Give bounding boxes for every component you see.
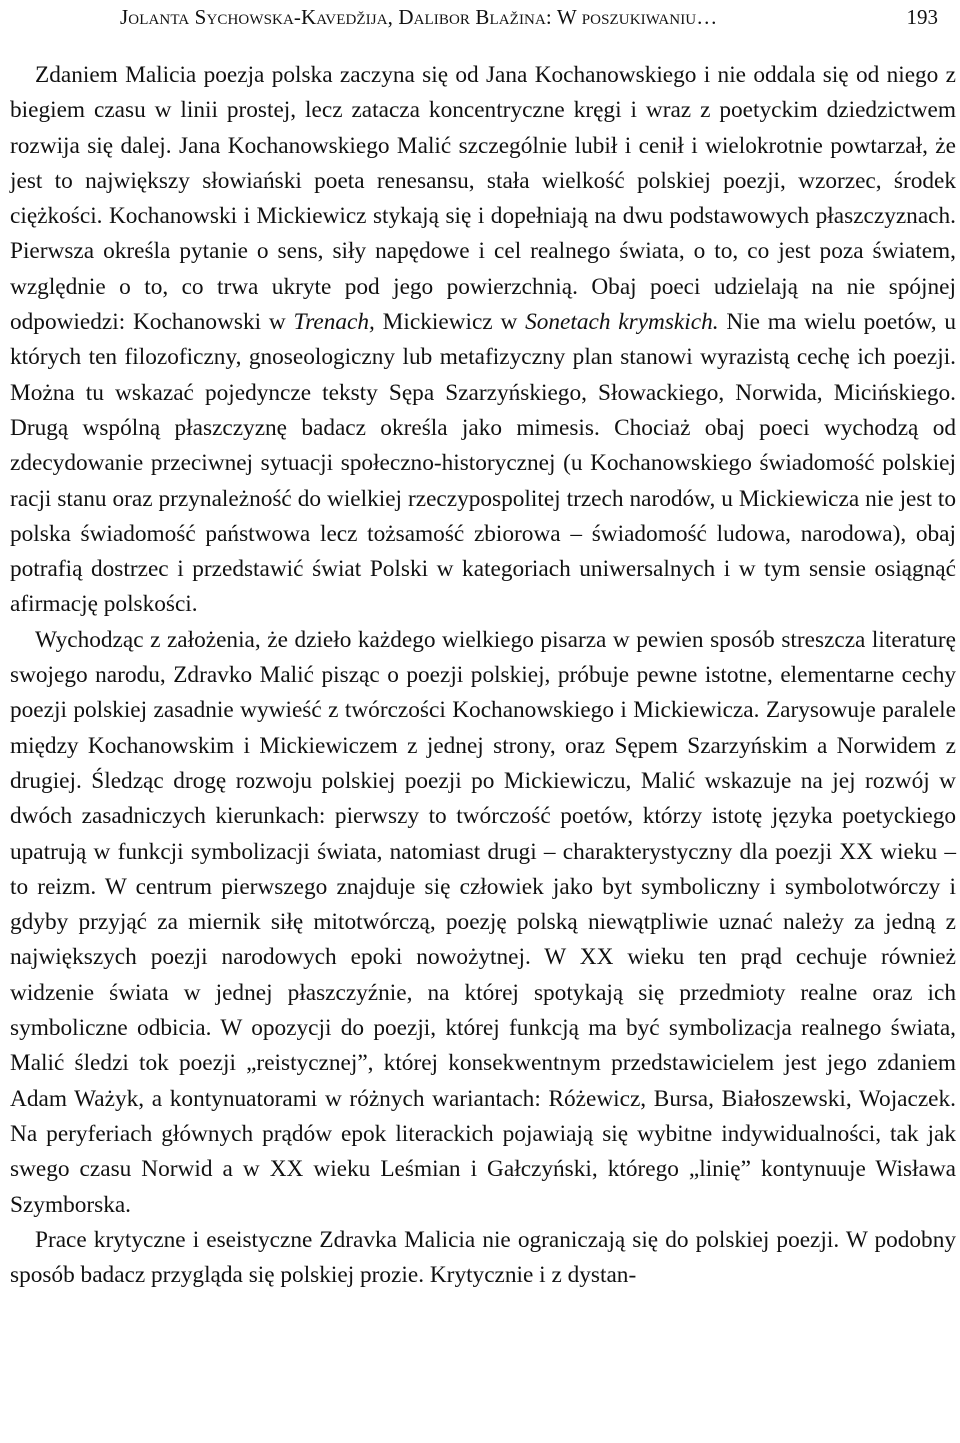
body-text xyxy=(10,58,956,1293)
running-header xyxy=(120,4,938,30)
page-number: 193 xyxy=(906,5,938,29)
paragraph-1-text-a: Zdaniem Malicia poezja polska zaczyna się od Jana Kochanowskiego i nie oddala się od niego z biegiem czasu w linii prostej, lecz zatacza koncentryczne kręgi i wraz z poetyckim dziedzictwem rozwija się dalej. Jana Kochanowskiego Malić szczególnie lubił i cenił i wielokrotnie powtarzał, że jest to największy słowiański poeta renesansu, stała wielkość polskiej poezji, wzorzec, środek ciężkości. Kochanowski i Mickiewicz stykają się i dopełniają na dwu podstawowych płaszczyznach. Pierwsza określa pytanie o sens, siły napędowe i cel realnego świata, o to, co jest poza światem, względnie o to, co trwa ukryte pod jego powierzchnią. Obaj poeci udzielają na nie spójnej odpowiedzi: Kochanowski w xyxy=(10,62,956,336)
paragraph-3: Prace krytyczne i eseistyczne Zdravka Malicia nie ograniczają się do polskiej poezji. W podobny sposób badacz przygląda się polskiej prozie. Krytycznie i z dystan- xyxy=(10,1226,956,1289)
paragraph-1-text-c: Nie ma wielu poetów, u których ten filozoficzny, gnoseologiczny lub metafizyczny plan stanowi wyrazistą cechę ich poezji. Można tu wskazać pojedyncze teksty Sępa Szarzyńskiego, Słowackiego, Norwida, Micińskiego. Drugą wspólną płaszczyznę badacz określa jako mimesis. Chociaż obaj poeci wychodzą od zdecydowanie przeciwnej sytuacji społeczno-historycznej (u Kochanowskiego świadomość polskiej racji stanu oraz przynależność do wielkiej rzeczypospolitej trzech narodów, u Mickiewicza nie jest to polska świadomość państwowa lecz tożsamość zbiorowa – świadomość ludowa, narodowa), obaj potrafią dostrzec i przedstawić świat Polski w kategoriach uniwersalnych i w tym sensie osiągnąć afirmację polskości. xyxy=(10,309,956,618)
paragraph-1-text-b: Mickiewicz w xyxy=(374,309,526,336)
title-sonety-krymskie: Sonetach krymskich. xyxy=(525,309,719,336)
paragraph-2: Wychodząc z założenia, że dzieło każdego wielkiego pisarza w pewien sposób streszcza literaturę swojego narodu, Zdravko Malić pisząc o poezji polskiej, próbuje pewne istotne, elementarne cechy poezji polskiej zasadnie wywieść z twórczości Kochanowskiego i Mickiewicza. Zarysowuje paralele między Kochanowskim i Mickiewiczem z jednej strony, oraz Sępem Szarzyńskim a Norwidem z drugiej. Śledząc drogę rozwoju polskiej poezji po Mickiewiczu, Malić wskazuje na jej rozwój w dwóch zasadniczych kierunkach: pierwszy to twórczość poetów, którzy istotę języka poetyckiego upatrują w funkcji symbolizacji świata, natomiast drugi – charakterystyczny dla poezji XX wieku – to reizm. W centrum pierwszego znajduje się człowiek jako byt symboliczny i symbolotwórczy i gdyby przyjąć za miernik siłę mitotwórczą, poezję polską niewątpliwie uznać należy za jedną z największych poezji narodowych epoki nowożytnej. W XX wieku ten prąd cechuje również widzenie świata w jednej płaszczyźnie, na której spotykają się przedmioty realne oraz ich symboliczne odbicia. W opozycji do poezji, której funkcją ma być symbolizacja realnego świata, Malić śledzi tok poezji „reistycznej”, której konsekwentnym przedstawicielem jest jego zdaniem Adam Ważyk, a kontynuatorami w różnych wariantach: Różewicz, Bursa, Białoszewski, Wojaczek. Na peryferiach głównych prądów epok literackich pojawiają się wybitne indywidualności, tak jak swego czasu Norwid a w XX wieku Leśmian i Gałczyński, którego „linię” kontynuuje Wisława Szymborska. xyxy=(10,626,956,1218)
running-title: Jolanta Sychowska-Kavedžija, Dalibor Blažina: W poszukiwaniu… xyxy=(120,5,718,29)
title-trenach: Trenach, xyxy=(293,309,375,336)
paragraph-1 xyxy=(10,58,956,623)
